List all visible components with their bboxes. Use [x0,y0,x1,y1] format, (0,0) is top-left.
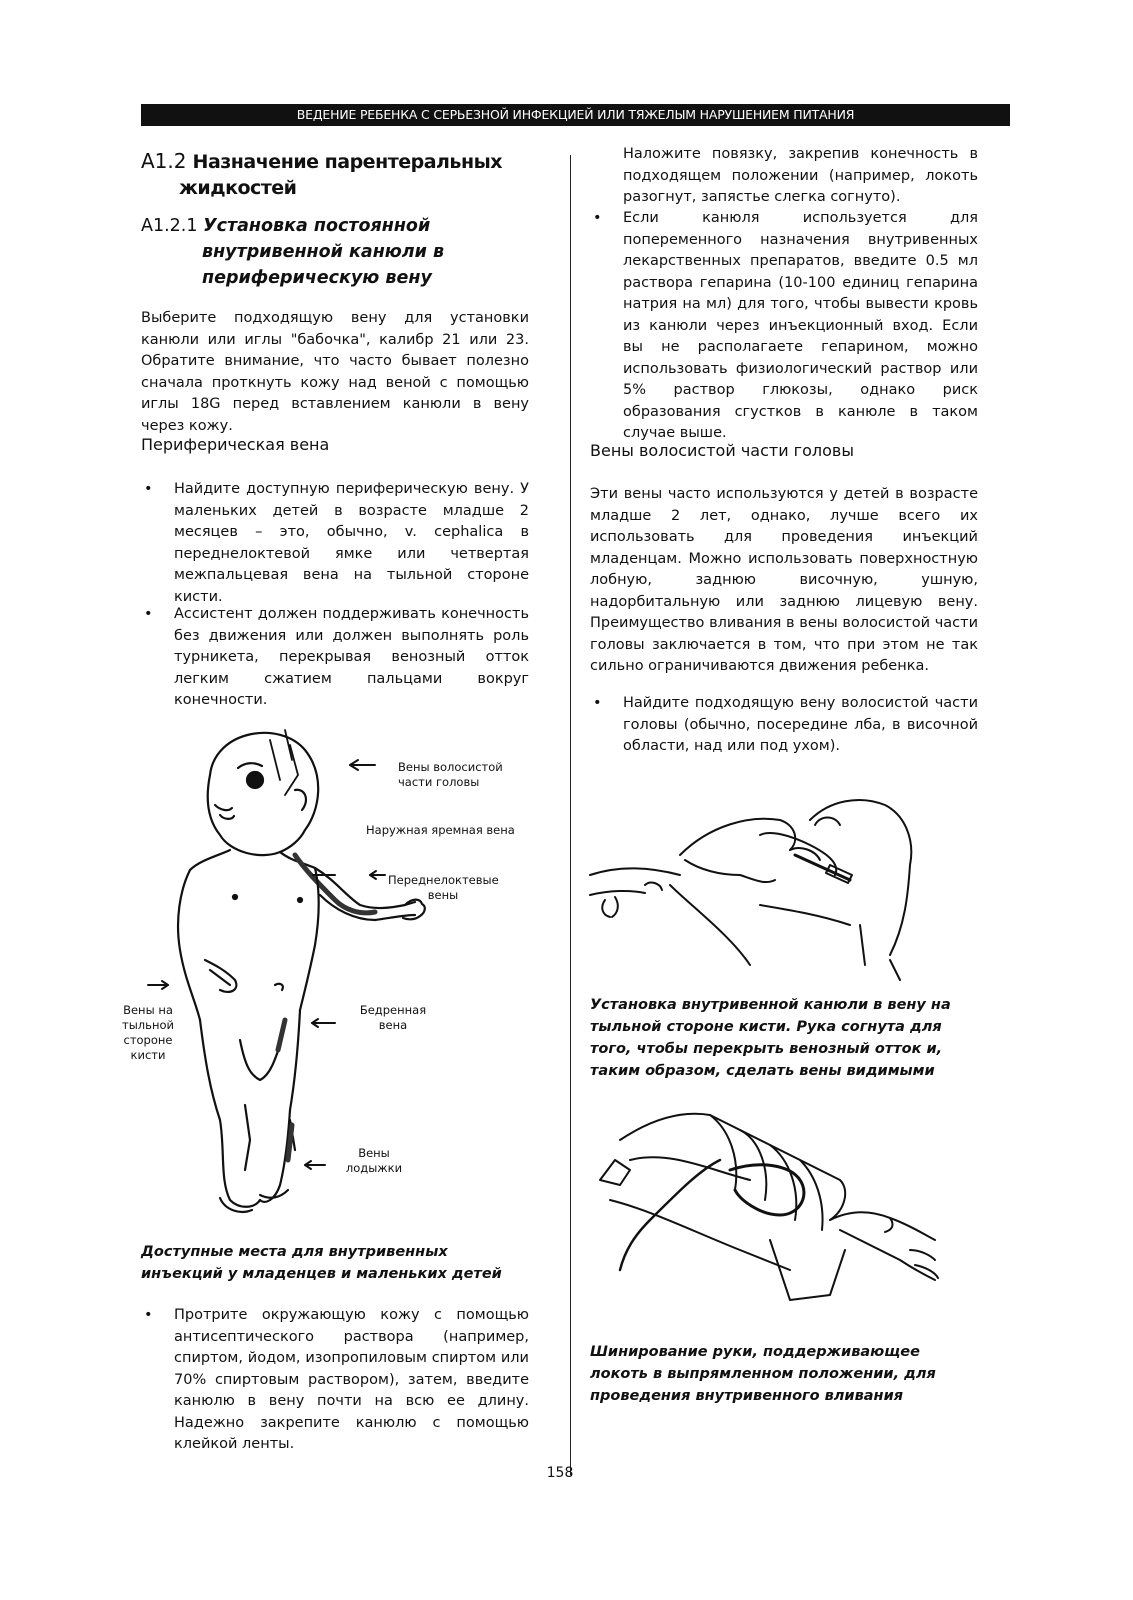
subsection-title-line1: Установка постоянной [203,216,431,236]
bullet-scalp-text: Найдите подходящую вену волосистой части головы (обычно, посередине лба, в височной области, над или под ухом). [623,695,978,754]
continuation-paragraph: Наложите повязку, закрепив конечность в подходящем положении (например, локоть разогнут, запястье слегка согнуто). [623,146,978,205]
bullet-antiseptic-text: Протрите окружающую кожу с помощью антисептического раствора (например, спиртом, йодом, изопропиловым спиртом или 70% спиртовым раствором), затем, введите канюлю в вену почти на всю ее длину. Надежно закрепите канюлю с помощью клейкой ленты. [174,1307,529,1452]
caption-cannula-insertion: Установка внутривенной канюли в вену на тыльной стороне кисти. Рука согнута для того, чтобы перекрыть венозный отток и, таким образом, сделать вены видимыми [590,997,951,1079]
scalp-veins-paragraph: Эти вены часто используются у детей в возрасте младше 2 лет, однако, лучше всего их использовать для проведения инъекций младенцам. Можно использовать поверхностную лобную, заднюю височную, ушную, надорбитальную или заднюю лицевую вену. Преимущество вливания в вены волосистой части головы заключается в том, что при этом не так сильно ограничиваются движения ребенка. [590,486,978,674]
bullet-scalp [593,693,978,758]
label-jugular-vein: Наружная яремная вена [366,823,515,837]
label-hand-veins: Вены на тыльной стороне кисти [122,1003,174,1062]
subsection-heading [141,213,561,291]
section-heading [141,148,561,201]
caption-arm-splint: Шинирование руки, поддерживающее локоть в выпрямленном положении, для проведения внутривенного вливания [590,1344,936,1404]
subsection-number: A1.2.1 [141,216,198,236]
peripheral-heading: Периферическая вена [141,435,330,454]
label-antecubital-veins: Переднелоктевые вены [388,873,499,902]
figure-caption-infant: Доступные места для внутривенных инъекций у младенцев и маленьких детей [141,1244,502,1282]
section-number: A1.2 [141,149,187,173]
bullet-peripheral-1 [144,479,529,608]
arm-splint-illustration [590,1100,960,1325]
label-ankle-veins: Вены лодыжки [345,1146,403,1175]
bullet-antiseptic [144,1305,529,1456]
cannula-insertion-illustration [590,795,930,985]
bullet-dot: • [144,481,153,497]
bullet-peripheral-1-text: Найдите доступную периферическую вену. У маленьких детей в возрасте младше 2 месяцев – это, обычно, v. cephalica в переднелоктевой ямке или четвертая межпальцевая вена на тыльной стороне кисти. [174,481,529,605]
infant-illustration [120,720,550,1220]
page-number: 158 [546,1465,574,1481]
bullet-dot: • [593,695,602,711]
bullet-dot: • [593,210,602,226]
chapter-banner: ВЕДЕНИЕ РЕБЕНКА С СЕРЬЕЗНОЙ ИНФЕКЦИЕЙ ИЛИ ТЯЖЕЛЫМ НАРУШЕНИЕМ ПИТАНИЯ [141,104,1010,126]
bullet-peripheral-2-text: Ассистент должен поддерживать конечность без движения или должен выполнять роль турникета, перекрывая венозный отток легким сжатием пальцами вокруг конечности. [174,606,529,708]
bullet-peripheral-2 [144,604,529,712]
intro-paragraph: Выберите подходящую вену для установки канюли или иглы "бабочка", калибр 21 или 23. Обратите внимание, что часто бывает полезно сначала проткнуть кожу над веной с помощью иглы 18G перед вставлением канюли в вену через кожу. [141,310,529,434]
section-title-line1: Назначение парентеральных [192,151,503,173]
subsection-title-line3: периферическую вену [202,268,432,288]
scalp-veins-heading: Вены волосистой части головы [590,441,854,460]
bullet-heparin-text: Если канюля используется для попеременного назначения внутривенных лекарственных препаратов, введите 0.5 мл раствора гепарина (10-100 единиц гепарина натрия на мл) для того, чтобы вывести кровь из канюли через инъекционный вход. Если вы не располагаете гепарином, можно использовать физиологический раствор или 5% раствор глюкозы, однако риск образования сгустков в канюле в таком случае выше. [623,210,978,441]
label-femoral-vein: Бедренная вена [359,1003,427,1032]
bullet-heparin [593,208,978,445]
bullet-dot: • [144,1307,153,1323]
bullet-dot: • [144,606,153,622]
label-scalp-veins: Вены волосистой части головы [398,760,503,789]
subsection-title-line2: внутривенной канюли в [202,242,445,262]
column-divider [570,155,571,1475]
section-title-line2: жидкостей [179,177,297,199]
